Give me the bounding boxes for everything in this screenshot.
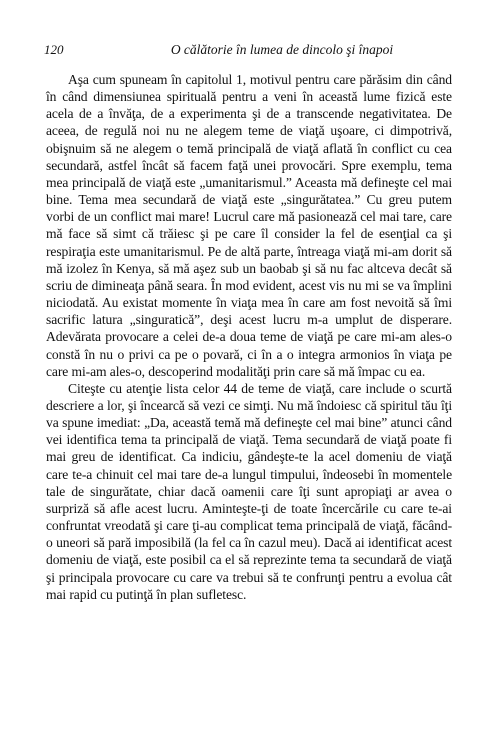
running-title: O călătorie în lumea de dincolo şi înapoi [170, 42, 394, 57]
body-text [46, 71, 452, 603]
page-number: 120 [44, 42, 64, 57]
paragraph-1: Aşa cum spuneam în capitolul 1, motivul pentru care părăsim din când în când dimensiunea spirituală pentru a veni în această lume fizică este acela de a învăţa, de a experimenta şi de a transcende negativitatea. De aceea, de regulă noi nu ne alegem teme de viaţă uşoare, ci dimpotrivă, obişnuim să ne alegem o temă principală de viaţă aflată în conflict cu cea secundară, astfel încât să facem faţă unei provocări. Spre exemplu, tema mea principală de viaţă este „umanitarismul.” Aceasta mă defineşte cel mai bine. Tema mea secundară de viaţă este „singurătatea.” Cu greu putem vorbi de un conflict mai mare! Lucrul care mă pasionează cel mai tare, care mă face să simt că trăiesc şi pe care îl consider la fel de esenţial ca şi respiraţia este umanitarismul. Pe de altă parte, întreaga viaţă mi-am dorit să mă izolez în Kenya, să mă aşez sub un baobab şi să nu fac altceva decât să scriu de dimineaţa până seara. În mod evident, acest vis nu mi se va împlini niciodată. Au existat momente în viaţa mea în care am fost nevoită să îmi sacrific latura „singuratică”, deşi acest lucru m-a umplut de disperare. Adevărata provocare a celei de-a doua teme de viaţă pe care mi-am ales-o constă în nu o privi ca pe o povară, ci în a o integra armonios în viaţa pe care mi-am ales-o, descoperind modalităţi prin care să mă împac cu ea. [46, 72, 452, 379]
paragraph-2: Citeşte cu atenţie lista celor 44 de teme de viaţă, care include o scurtă descriere a lor, şi încearcă să vezi ce simţi. Nu mă îndoiesc că spiritul tău îţi va spune imediat: „Da, această temă mă defineşte cel mai bine” atunci când vei identifica tema ta principală de viaţă. Tema secundară de viaţă poate fi mai greu de identificat. Ca indiciu, gândeşte-te la acel domeniu de viaţă care te-a chinuit cel mai tare de-a lungul timpului, îndeosebi în momentele tale de singurătate, chiar dacă oamenii care îţi sunt apropiaţi ar avea o surpriză să afle acest lucru. Aminteşte-ţi de toate încercările cu care te-ai confruntat vreodată şi care ţi-au complicat tema principală de viaţă, făcând-o uneori să pară imposibilă (la fel ca în cazul meu). Dacă ai identificat acest domeniu de viaţă, este posibil ca el să reprezinte tema ta secundară de viaţă şi principala provocare cu care va trebui să te confrunţi pentru a evolua cât mai rapid cu putinţă în plan sufletesc. [46, 380, 452, 602]
page-header [44, 42, 450, 60]
